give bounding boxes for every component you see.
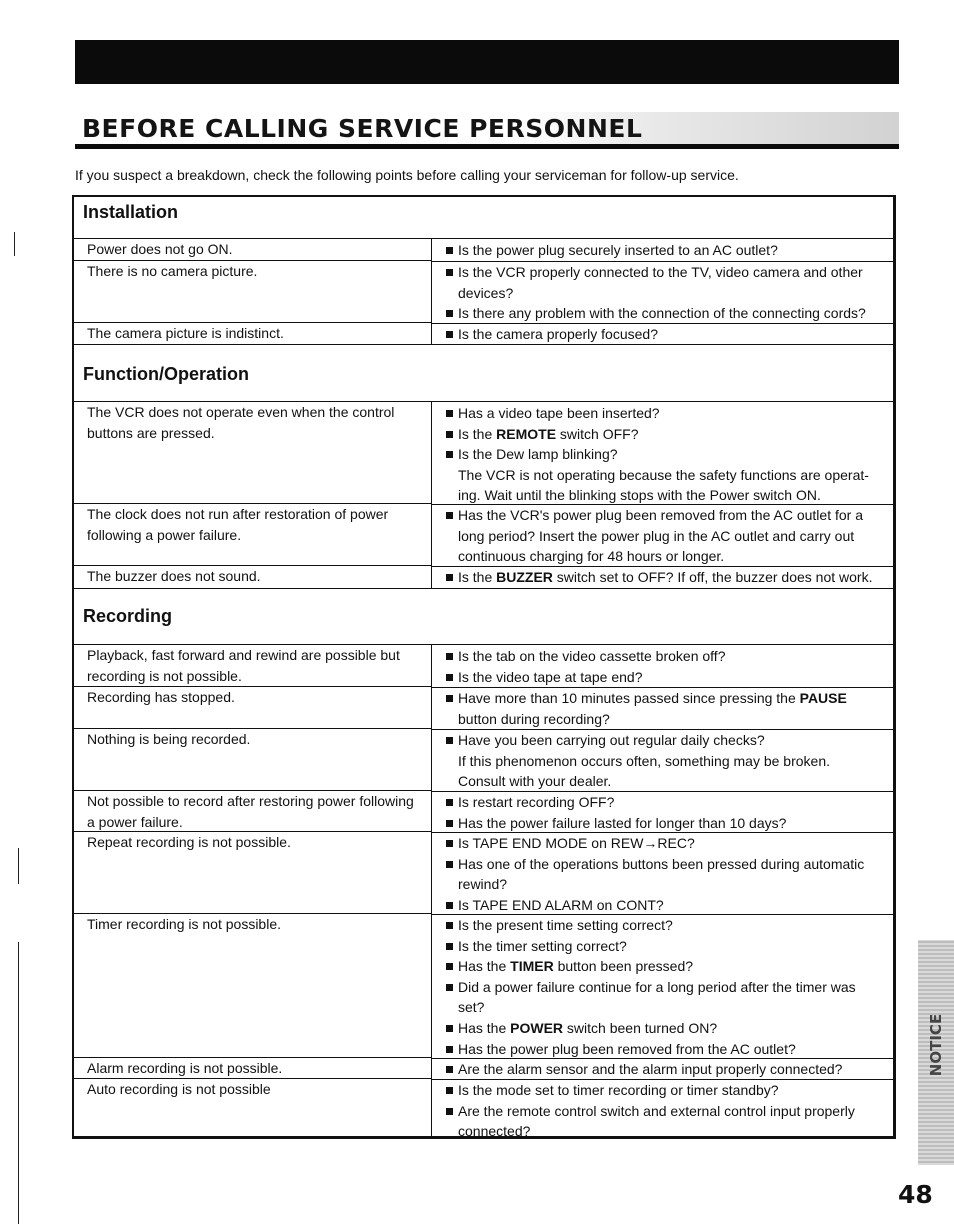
check-keyword: BUZZER bbox=[496, 569, 553, 585]
check-continuation: rewind? bbox=[458, 876, 508, 893]
check-cell bbox=[446, 240, 886, 261]
check-item bbox=[446, 854, 886, 875]
problem-text: Playback, fast forward and rewind are possible but recording is not possible. bbox=[87, 647, 400, 684]
check-cell bbox=[446, 792, 886, 833]
check-cell bbox=[446, 1059, 886, 1080]
check-text: Is there any problem with the connection of the connecting cords? bbox=[458, 305, 866, 322]
check-text: Has the bbox=[458, 1019, 511, 1036]
column-divider bbox=[431, 644, 432, 1137]
problem-cell bbox=[87, 239, 425, 260]
problem-cell bbox=[87, 323, 425, 344]
check-item bbox=[446, 567, 886, 588]
section-heading-function-operation: Function/Operation bbox=[83, 364, 249, 384]
problem-text: Power does not go ON. bbox=[87, 241, 233, 257]
check-item bbox=[446, 444, 886, 465]
header-black-band bbox=[75, 40, 899, 84]
check-text: Is the video tape at tape end? bbox=[458, 668, 643, 685]
check-cell bbox=[446, 262, 886, 324]
problem-text: Timer recording is not possible. bbox=[87, 916, 282, 932]
notice-label-text: NOTICE bbox=[927, 1013, 945, 1077]
section-heading-recording: Recording bbox=[83, 606, 173, 626]
check-keyword: TIMER bbox=[510, 958, 554, 975]
check-text: Is the present time setting correct? bbox=[458, 917, 673, 933]
problem-text: Auto recording is not possible bbox=[87, 1081, 271, 1097]
check-continuation: continuous charging for 48 hours or longer. bbox=[458, 548, 725, 565]
check-cell bbox=[446, 833, 886, 915]
problem-cell bbox=[87, 261, 425, 282]
column-divider bbox=[431, 238, 432, 344]
check-continuation: The VCR is not operating because the safety functions are operat- bbox=[458, 466, 869, 483]
check-text: Is the timer setting correct? bbox=[458, 937, 627, 954]
check-text: Is the VCR properly connected to the TV, video camera and other devices? bbox=[458, 264, 863, 301]
problem-cell bbox=[87, 504, 425, 545]
problem-cell bbox=[87, 1079, 425, 1100]
problem-text: Alarm recording is not possible. bbox=[87, 1060, 283, 1076]
check-item bbox=[446, 262, 886, 303]
page-number: 48 bbox=[898, 1180, 933, 1209]
check-text: button been pressed? bbox=[553, 958, 694, 975]
problem-cell bbox=[87, 914, 425, 935]
check-cell bbox=[446, 567, 886, 588]
check-cell bbox=[446, 324, 886, 345]
check-continuation: connected? bbox=[458, 1123, 531, 1140]
check-text: switch OFF? bbox=[556, 425, 639, 442]
check-text: Is the tab on the video cassette broken off? bbox=[458, 648, 726, 664]
title-underline bbox=[75, 144, 899, 149]
problem-text: The camera picture is indistinct. bbox=[87, 325, 284, 341]
column-divider bbox=[431, 401, 432, 588]
check-cell bbox=[446, 505, 886, 567]
problem-text: The VCR does not operate even when the control buttons are pressed. bbox=[87, 404, 395, 441]
problem-text: The clock does not run after restoration of power following a power failure. bbox=[87, 506, 389, 543]
check-cell bbox=[446, 646, 886, 687]
check-continuation: set? bbox=[458, 999, 485, 1016]
check-item bbox=[446, 792, 886, 813]
check-text: Is TAPE END ALARM on CONT? bbox=[458, 896, 664, 913]
check-text: Have you been carrying out regular daily checks? bbox=[458, 732, 765, 748]
check-text: Is the mode set to timer recording or timer standby? bbox=[458, 1082, 779, 1098]
check-text: Are the remote control switch and external control input properly bbox=[458, 1102, 855, 1119]
check-item bbox=[446, 240, 886, 261]
problem-text: Recording has stopped. bbox=[87, 689, 235, 705]
check-text: Is the camera properly focused? bbox=[458, 326, 658, 342]
page-title: BEFORE CALLING SERVICE PERSONNEL bbox=[82, 114, 643, 143]
check-item bbox=[446, 956, 886, 977]
check-text: Is the bbox=[458, 425, 497, 442]
problem-text: There is no camera picture. bbox=[87, 263, 258, 279]
check-item bbox=[446, 505, 886, 526]
check-item bbox=[446, 833, 886, 854]
check-text: Are the alarm sensor and the alarm input properly connected? bbox=[458, 1061, 843, 1077]
margin-mark bbox=[18, 942, 19, 1224]
check-continuation: If this phenomenon occurs often, something may be broken. bbox=[458, 752, 830, 769]
check-continuation: Consult with your dealer. bbox=[458, 773, 612, 790]
check-text: Is the Dew lamp blinking? bbox=[458, 446, 618, 463]
intro-text: If you suspect a breakdown, check the following points before calling your serviceman for follow-up service. bbox=[75, 167, 739, 183]
check-item bbox=[446, 646, 886, 667]
check-text: switch set to OFF? If off, the buzzer does not work. bbox=[552, 569, 873, 585]
check-keyword: POWER bbox=[510, 1019, 564, 1036]
check-text: Has a video tape been inserted? bbox=[458, 405, 660, 421]
check-item bbox=[446, 936, 886, 957]
check-item bbox=[446, 688, 886, 709]
check-item bbox=[446, 424, 886, 445]
check-text: Has the bbox=[458, 958, 511, 975]
check-text: Is the bbox=[458, 569, 497, 585]
check-text: Has the power failure lasted for longer than 10 days? bbox=[458, 814, 787, 831]
check-item bbox=[446, 1059, 886, 1080]
check-text: Is restart recording OFF? bbox=[458, 794, 615, 810]
check-text: Did a power failure continue for a long period after the timer was bbox=[458, 978, 856, 995]
check-cell bbox=[446, 1080, 886, 1142]
problem-cell bbox=[87, 791, 425, 832]
check-cell bbox=[446, 730, 886, 792]
margin-mark bbox=[18, 848, 19, 884]
problem-text: Not possible to record after restoring power following a power failure. bbox=[87, 793, 414, 830]
check-text: Have more than 10 minutes passed since pressing the bbox=[458, 690, 800, 706]
problem-text: The buzzer does not sound. bbox=[87, 568, 261, 584]
check-cell bbox=[446, 403, 886, 506]
check-item bbox=[446, 303, 886, 324]
check-keyword: REMOTE bbox=[496, 425, 557, 442]
check-item bbox=[446, 895, 886, 916]
check-item bbox=[446, 1101, 886, 1122]
problem-cell bbox=[87, 402, 425, 443]
problem-cell bbox=[87, 687, 425, 708]
check-continuation: long period? Insert the power plug in the AC outlet and carry out bbox=[458, 527, 855, 544]
check-item bbox=[446, 1039, 886, 1060]
check-cell bbox=[446, 915, 886, 1059]
check-text: Is TAPE END MODE on REW→REC? bbox=[458, 835, 695, 851]
problem-cell bbox=[87, 832, 425, 853]
check-text: Is the power plug securely inserted to an AC outlet? bbox=[458, 242, 778, 258]
section-heading-installation: Installation bbox=[83, 202, 179, 222]
check-item bbox=[446, 1018, 886, 1039]
check-item bbox=[446, 324, 886, 345]
problem-cell bbox=[87, 729, 425, 750]
check-item bbox=[446, 813, 886, 834]
margin-mark bbox=[14, 232, 15, 256]
check-item bbox=[446, 667, 886, 688]
check-keyword: PAUSE bbox=[799, 690, 847, 706]
check-item bbox=[446, 403, 886, 424]
problem-cell bbox=[87, 566, 425, 587]
check-text: Has the power plug been removed from the AC outlet? bbox=[458, 1040, 796, 1057]
check-item bbox=[446, 977, 886, 998]
problem-cell bbox=[87, 1058, 425, 1079]
section-divider bbox=[73, 588, 895, 589]
check-text: switch been turned ON? bbox=[563, 1019, 718, 1036]
check-item bbox=[446, 730, 886, 751]
check-item bbox=[446, 915, 886, 936]
check-text: Has one of the operations buttons been pressed during automatic bbox=[458, 855, 865, 872]
check-continuation: button during recording? bbox=[458, 710, 610, 727]
notice-side-label bbox=[918, 1000, 954, 1090]
check-cell bbox=[446, 688, 886, 729]
problem-text: Repeat recording is not possible. bbox=[87, 834, 291, 850]
check-text: Has the VCR's power plug been removed from the AC outlet for a bbox=[458, 507, 863, 523]
check-item bbox=[446, 1080, 886, 1101]
problem-cell bbox=[87, 645, 425, 686]
problem-text: Nothing is being recorded. bbox=[87, 731, 251, 747]
check-continuation: ing. Wait until the blinking stops with the Power switch ON. bbox=[458, 487, 821, 504]
